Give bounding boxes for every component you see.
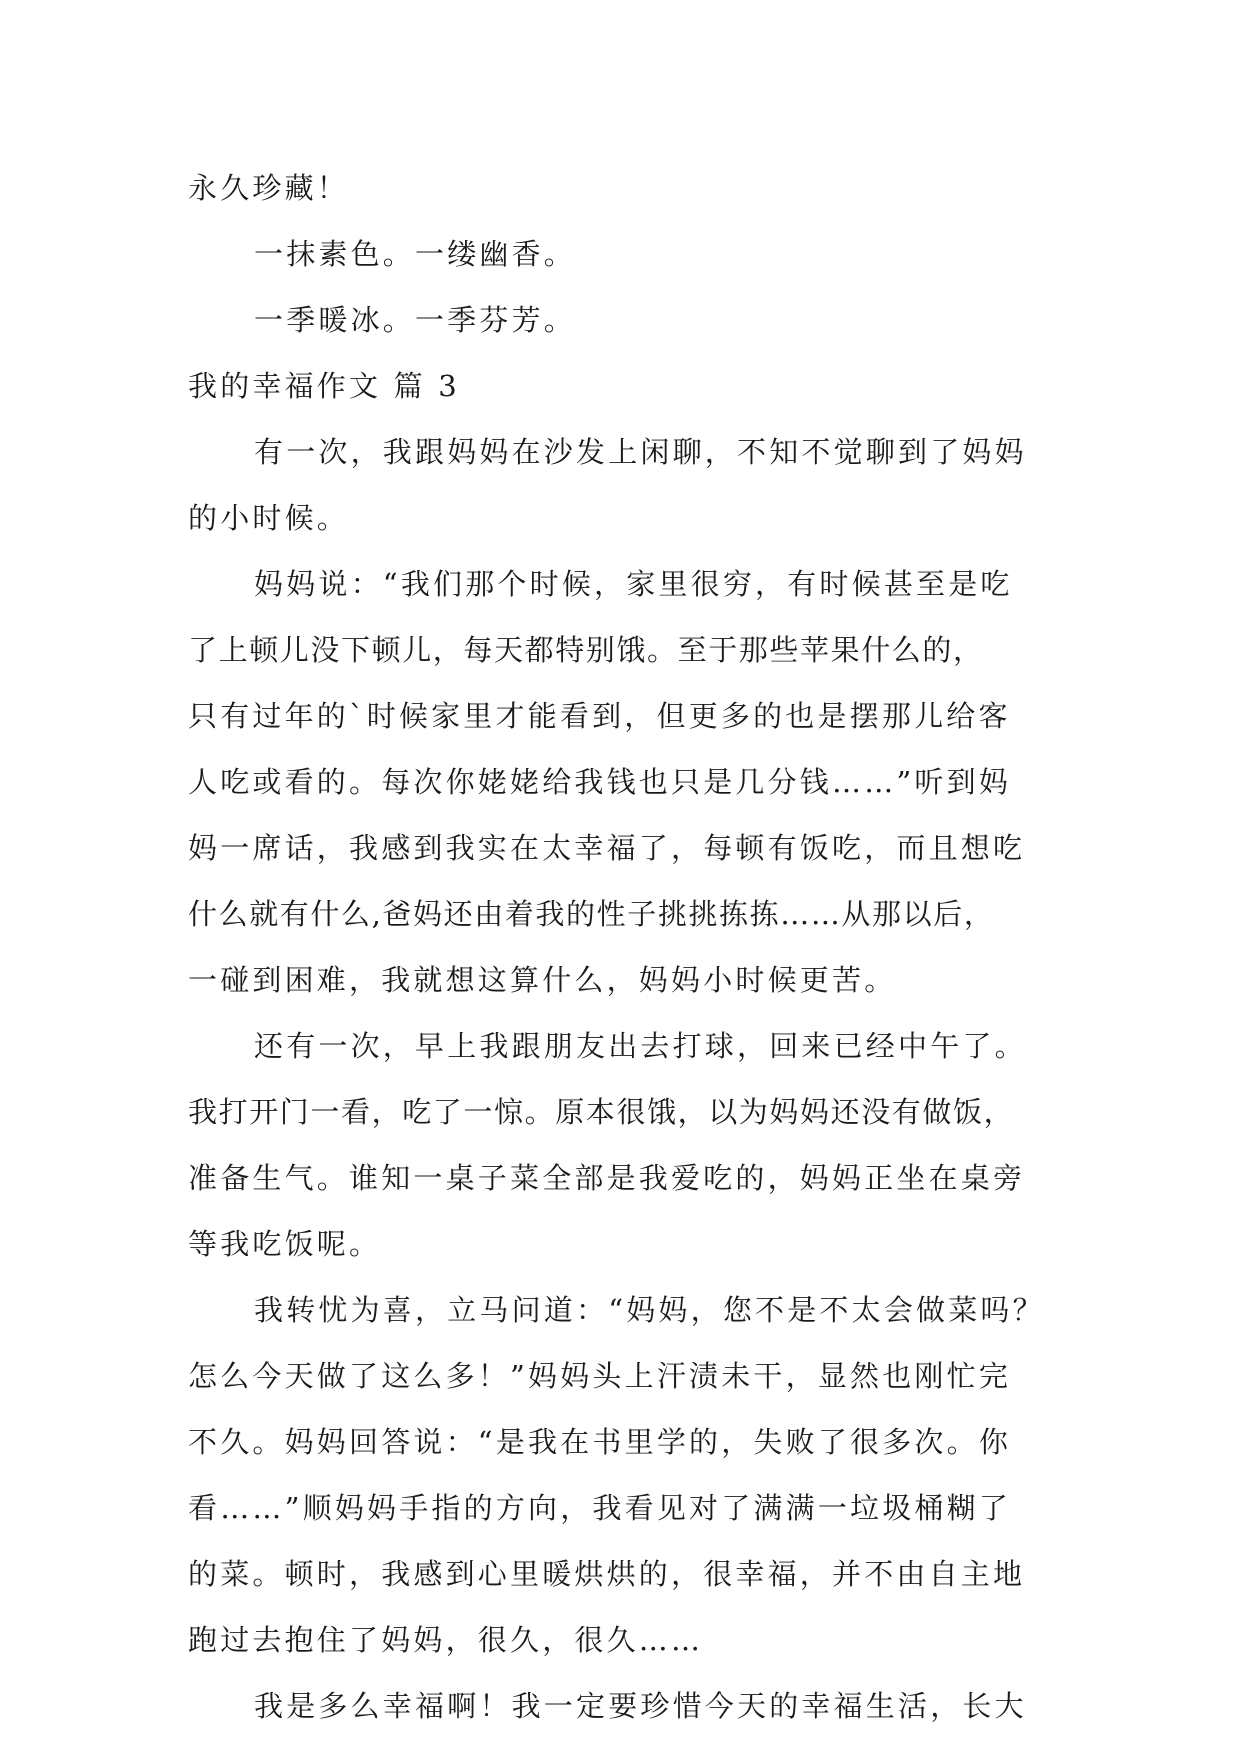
paragraph-line: 还有一次，早上我跟朋友出去打球，回来已经中午了。	[254, 1029, 1027, 1063]
paragraph-line: 准备生气。谁知一桌子菜全部是我爱吃的，妈妈正坐在桌旁	[188, 1161, 1026, 1195]
paragraph-line: 什么就有什么,爸妈还由着我的性子挑挑拣拣……从那以后，	[188, 897, 995, 931]
paragraph-line: 我转忧为喜，立马问道：“妈妈，您不是不太会做菜吗？	[254, 1293, 1045, 1327]
paragraph-line: 我是多么幸福啊！我一定要珍惜今天的幸福生活，长大	[254, 1689, 1027, 1723]
paragraph-line: 等我吃饭呢。	[188, 1227, 382, 1261]
article-body	[188, 155, 1068, 1739]
paragraph-line: 妈一席话，我感到我实在太幸福了，每顿有饭吃，而且想吃	[188, 831, 1026, 865]
paragraph-line: 的小时候。	[188, 501, 350, 535]
text-line: 一季暖冰。一季芬芳。	[254, 303, 577, 337]
paragraph-line: 我打开门一看，吃了一惊。原本很饿，以为妈妈还没有做饭，	[188, 1095, 1015, 1129]
text-line: 一抹素色。一缕幽香。	[254, 237, 577, 271]
paragraph-line: 人吃或看的。每次你姥姥给我钱也只是几分钱……”听到妈	[188, 765, 1012, 799]
paragraph-line: 只有过年的`时候家里才能看到，但更多的也是摆那儿给客	[188, 699, 1011, 733]
section-heading: 我的幸福作文 篇 3	[188, 369, 460, 403]
paragraph-line: 有一次，我跟妈妈在沙发上闲聊，不知不觉聊到了妈妈	[254, 435, 1027, 469]
paragraph-line: 跑过去抱住了妈妈，很久，很久……	[188, 1623, 704, 1657]
paragraph-line: 的菜。顿时，我感到心里暖烘烘的，很幸福，并不由自主地	[188, 1557, 1026, 1591]
text-line: 永久珍藏！	[188, 171, 350, 205]
paragraph-line: 妈妈说：“我们那个时候，家里很穷，有时候甚至是吃	[254, 567, 1013, 601]
paragraph-line: 不久。妈妈回答说：“是我在书里学的，失败了很多次。你	[188, 1425, 1012, 1459]
paragraph-line: 了上顿儿没下顿儿，每天都特别饿。至于那些苹果什么的，	[188, 633, 984, 667]
paragraph-line: 一碰到困难，我就想这算什么，妈妈小时候更苦。	[188, 963, 897, 997]
paragraph-line: 怎么今天做了这么多！”妈妈头上汗渍未干，显然也刚忙完	[188, 1359, 1012, 1393]
paragraph-line: 看……”顺妈妈手指的方向，我看见对了满满一垃圾桶糊了	[188, 1491, 1012, 1525]
